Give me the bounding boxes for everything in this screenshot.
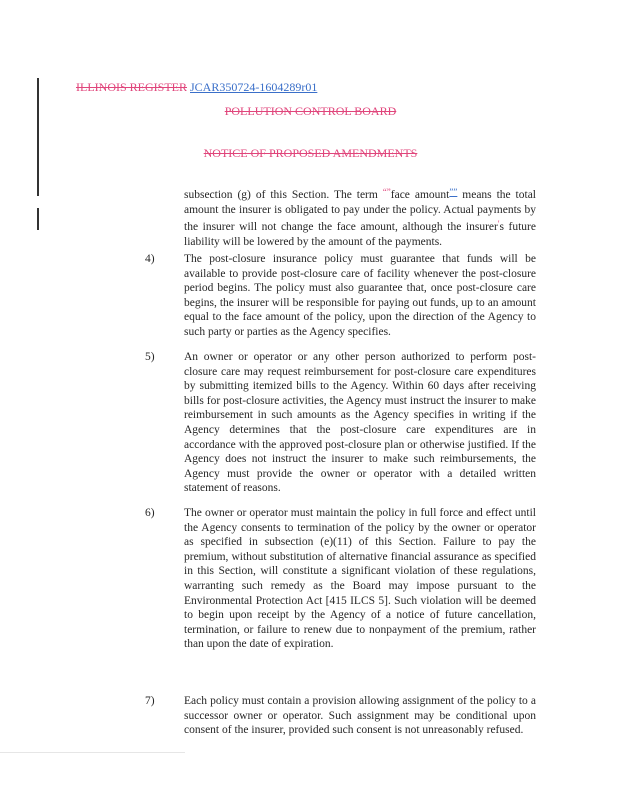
lead-text: s future liability will be lowered by the amount of the payments. bbox=[184, 221, 536, 248]
board-title: POLLUTION CONTROL BOARD bbox=[224, 104, 397, 118]
item-number: 4) bbox=[145, 253, 155, 265]
quote-mark: ”” bbox=[449, 187, 458, 197]
lead-text: subsection (g) of this Section. The term bbox=[184, 189, 383, 201]
change-bar bbox=[37, 78, 39, 196]
quote-mark: “” bbox=[382, 187, 391, 197]
register-deleted: ILLINOIS REGISTER bbox=[76, 80, 187, 94]
item-number: 7) bbox=[145, 695, 155, 707]
apostrophe-mark: ' bbox=[497, 219, 500, 230]
lead-paragraph bbox=[184, 185, 536, 249]
item-text: An owner or operator or any other person authorized to perform post-closure care may request reimbursement for post-closure care expenditures by submitting itemized bills to the Agency. Within 60 days after receiving bills for post-closure activities, the Agency must instruct the insurer to make reimbursement in such amounts as the Agency specifies in writing if the Agency determines that the post-closure care expenditures are in accordance with the approved post-closure plan or otherwise justified. If the Agency does not instruct the insurer to make such reimbursements, the Agency must provide the owner or operator with a detailed written statement of reasons. bbox=[184, 351, 536, 495]
item-text: The post-closure insurance policy must guarantee that funds will be available to provide post-closure care of facility whenever the post-closure period begins. The policy must also guarantee that, once post-closure care begins, the insurer will be responsible for paying out funds, up to an amount equal to the face amount of the policy, upon the direction of the Agency to such party or parties as the Agency specifies. bbox=[184, 253, 536, 338]
item-number: 6) bbox=[145, 507, 155, 519]
register-inserted: JCAR350724-1604289r01 bbox=[190, 80, 318, 94]
notice-title: NOTICE OF PROPOSED AMENDMENTS bbox=[203, 146, 418, 160]
list-item bbox=[145, 252, 545, 340]
item-number: 5) bbox=[145, 351, 155, 363]
list-item bbox=[145, 506, 545, 652]
change-bar bbox=[37, 208, 39, 230]
lead-text: means the total amount the insurer is obligated to pay under the policy. Actual payments by the insurer will not change the face amount, although the insurer bbox=[184, 189, 536, 234]
defined-term: face amount bbox=[390, 189, 450, 201]
list-item bbox=[145, 350, 545, 496]
item-text: Each policy must contain a provision allowing assignment of the policy to a successor owner or operator. Such assignment may be conditional upon consent of the insurer, provided such consent is not unreasonably refused. bbox=[184, 695, 536, 737]
register-line bbox=[76, 80, 317, 95]
list-item bbox=[145, 694, 545, 738]
footer-divider bbox=[0, 752, 185, 753]
item-text: The owner or operator must maintain the policy in full force and effect until the Agency consents to termination of the policy by the owner or operator as specified in subsection (e)(11) of this Section. Failure to pay the premium, without substitution of alternative financial assurance as specified in this Section, will constitute a significant violation of these regulations, warranting such remedy as the Board may impose pursuant to the Environmental Protection Act [415 ILCS 5]. Such violation will be deemed to begin upon receipt by the Agency of a notice of future cancellation, termination, or failure to renew due to nonpayment of the premium, rather than upon the date of expiration. bbox=[184, 507, 536, 651]
